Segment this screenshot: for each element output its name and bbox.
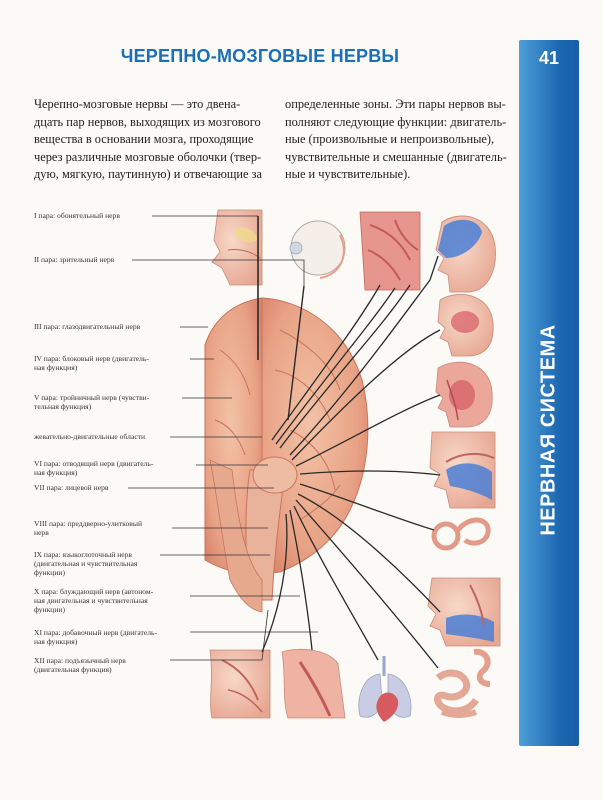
nerve-label-line: VII пара: лицевой нерв bbox=[34, 483, 109, 492]
nerve-label-x bbox=[34, 587, 194, 615]
nerve-label-ix bbox=[34, 550, 194, 578]
intro-line: чувствительные и смешанные (двигатель- bbox=[285, 149, 507, 164]
nerve-label-viii bbox=[34, 519, 194, 537]
intro-line: полняют следующие функции: двигатель- bbox=[285, 114, 507, 129]
lungs-heart-image bbox=[359, 656, 411, 722]
head-muscles-image bbox=[436, 362, 492, 427]
intro-line: Черепно-мозговые нервы — это двена- bbox=[34, 97, 241, 111]
nerve-label-line: ная функция) bbox=[34, 468, 78, 478]
nerve-label-ii bbox=[34, 255, 194, 264]
nerve-label-line: III пара: глазодвигательный нерв bbox=[34, 322, 141, 331]
nerve-label-line: II пара: зрительный нерв bbox=[34, 255, 115, 264]
intro-line: дцать пар нервов, выходящих из мозгового bbox=[34, 114, 261, 129]
intro-line: ные (произвольные и непроизвольные), bbox=[285, 132, 495, 147]
nerve-label-xii bbox=[34, 656, 194, 674]
nerve-label-line: XII пара: подъязычный нерв bbox=[34, 656, 126, 665]
nerve-label-line: IX пара: языкоглоточный нерв bbox=[34, 550, 133, 559]
head-throat-section-image bbox=[428, 578, 500, 646]
intro-line: через различные мозговые оболочки (твер- bbox=[34, 149, 262, 164]
nerve-label-line: ная функция) bbox=[34, 637, 78, 647]
nerve-label-line: V пара: тройничный нерв (чувстви- bbox=[34, 393, 150, 402]
nose-section-image bbox=[212, 210, 262, 285]
nerve-label-v bbox=[34, 393, 194, 411]
nerve-label-line: X пара: блуждающий нерв (автоном- bbox=[34, 587, 154, 596]
nerve-label-line: (двигательная и чувствительная bbox=[34, 559, 138, 569]
page-number: 41 bbox=[538, 48, 560, 68]
head-brain-image bbox=[438, 294, 493, 356]
nerve-label-line: VI пара: отводящий нерв (двигатель- bbox=[34, 459, 154, 468]
head-mouth-section-image bbox=[430, 432, 495, 508]
intro-line: дую, мягкую, паутинную) и отвечающие за bbox=[34, 167, 263, 182]
nerve-label-line: ная функция) bbox=[34, 363, 78, 373]
intro-line: ные и чувствительные). bbox=[285, 167, 411, 182]
nerve-label-line: VIII пара: преддверно-улитковый bbox=[34, 519, 143, 528]
neck-muscles-image bbox=[282, 649, 345, 718]
intro-line: вещества в основании мозга, проходящие bbox=[34, 132, 254, 147]
nerve-label-vii bbox=[34, 483, 194, 492]
nerve-label-line: функции) bbox=[34, 568, 66, 578]
nerve-label-line: нерв bbox=[34, 528, 49, 538]
nerve-label-line: XI пара: добавочный нерв (двигатель- bbox=[34, 628, 158, 637]
intestines-image bbox=[437, 652, 490, 715]
brain-base bbox=[205, 298, 368, 612]
head-blue-zone-image bbox=[436, 216, 496, 292]
nerve-label-line: функции) bbox=[34, 605, 66, 615]
nerve-label-iii bbox=[34, 322, 194, 331]
face-muscles-image bbox=[360, 212, 420, 290]
page-title: ЧЕРЕПНО-МОЗГОВЫЕ НЕРВЫ bbox=[120, 46, 400, 66]
intro-line: определенные зоны. Эти пары нервов вы- bbox=[285, 97, 506, 111]
nerve-label-line: жевательно-двигательные области bbox=[34, 432, 146, 441]
nerve-label-line: IV пара: блоковый нерв (двигатель- bbox=[34, 354, 149, 363]
section-label: НЕРВНАЯ СИСТЕМА bbox=[537, 324, 560, 536]
inner-ear-image bbox=[434, 520, 488, 548]
nerve-label-xi bbox=[34, 628, 194, 646]
nerve-label-line: ная двигательная и чувствительная bbox=[34, 596, 148, 606]
nerve-label-vi bbox=[34, 459, 194, 477]
nerve-label-line: тельная функция) bbox=[34, 402, 92, 412]
nerve-label-iv bbox=[34, 354, 194, 372]
nerve-label-i bbox=[34, 211, 194, 220]
nerve-label-line: I пара: обонятельный нерв bbox=[34, 211, 120, 220]
nerve-label-masticatory bbox=[34, 432, 194, 441]
eye-image bbox=[290, 221, 345, 278]
nerve-label-line: (двигательная функция) bbox=[34, 665, 112, 675]
